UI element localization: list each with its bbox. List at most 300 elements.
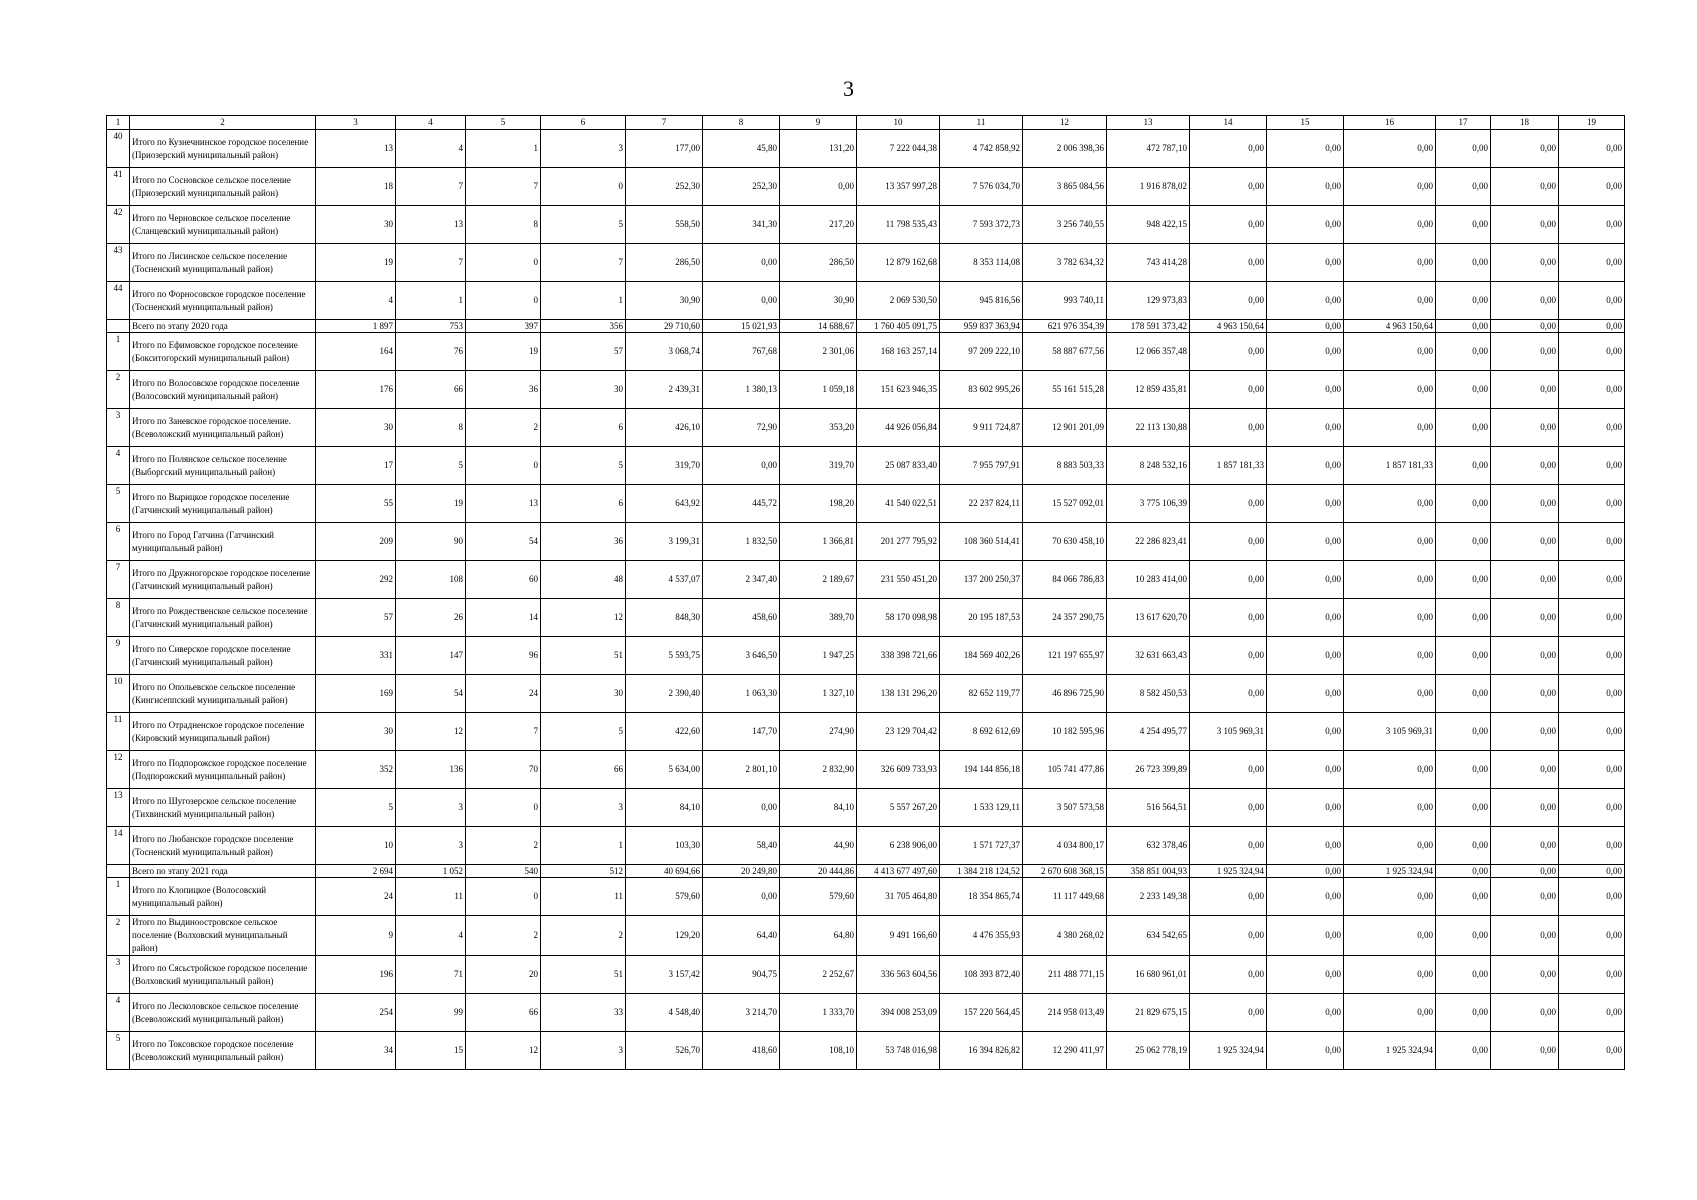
col-header: 17: [1436, 116, 1491, 130]
cell-col-10: 4 413 677 497,60: [857, 865, 940, 878]
row-index: 3: [107, 409, 130, 447]
cell-col-3: 18: [316, 168, 396, 206]
cell-col-18: 0,00: [1491, 168, 1559, 206]
cell-col-7: 3 068,74: [626, 333, 703, 371]
cell-col-5: 2: [466, 409, 541, 447]
cell-col-7: 2 390,40: [626, 675, 703, 713]
cell-col-4: 71: [396, 956, 466, 994]
cell-col-12: 214 958 013,49: [1023, 994, 1107, 1032]
col-header: 12: [1023, 116, 1107, 130]
cell-col-19: 0,00: [1559, 878, 1625, 916]
cell-col-8: 1 063,30: [703, 675, 780, 713]
cell-col-13: 13 617 620,70: [1107, 599, 1190, 637]
cell-col-19: 0,00: [1559, 523, 1625, 561]
cell-col-13: 358 851 004,93: [1107, 865, 1190, 878]
cell-col-7: 4 537,07: [626, 561, 703, 599]
cell-col-5: 54: [466, 523, 541, 561]
cell-col-9: 353,20: [780, 409, 857, 447]
cell-col-8: 458,60: [703, 599, 780, 637]
cell-col-15: 0,00: [1267, 637, 1344, 675]
cell-col-5: 7: [466, 713, 541, 751]
cell-col-9: 1 366,81: [780, 523, 857, 561]
cell-col-12: 2 006 398,36: [1023, 130, 1107, 168]
cell-col-11: 7 955 797,91: [940, 447, 1023, 485]
table-row: [107, 827, 1625, 865]
cell-col-7: 848,30: [626, 599, 703, 637]
cell-col-8: 2 347,40: [703, 561, 780, 599]
cell-col-3: 24: [316, 878, 396, 916]
cell-col-8: 0,00: [703, 447, 780, 485]
cell-col-9: 389,70: [780, 599, 857, 637]
col-header: 1: [107, 116, 130, 130]
cell-col-18: 0,00: [1491, 637, 1559, 675]
cell-col-19: 0,00: [1559, 485, 1625, 523]
table-row: [107, 916, 1625, 956]
row-index: 11: [107, 713, 130, 751]
col-header: 3: [316, 116, 396, 130]
table-row: [107, 956, 1625, 994]
cell-col-15: 0,00: [1267, 956, 1344, 994]
cell-col-9: 108,10: [780, 1032, 857, 1070]
row-index: 8: [107, 599, 130, 637]
cell-col-3: 17: [316, 447, 396, 485]
cell-col-5: 1: [466, 130, 541, 168]
row-name: Итого по Волосовское городское поселение (Волосовский муниципальный район): [130, 371, 316, 409]
cell-col-5: 13: [466, 485, 541, 523]
cell-col-9: 1 059,18: [780, 371, 857, 409]
cell-col-12: 3 782 634,32: [1023, 244, 1107, 282]
row-name: Итого по Заневское городское поселение. (Всеволожский муниципальный район): [130, 409, 316, 447]
cell-col-16: 0,00: [1344, 409, 1436, 447]
cell-col-8: 64,40: [703, 916, 780, 956]
cell-col-17: 0,00: [1436, 282, 1491, 320]
row-index: 1: [107, 878, 130, 916]
cell-col-17: 0,00: [1436, 956, 1491, 994]
cell-col-15: 0,00: [1267, 994, 1344, 1032]
cell-col-15: 0,00: [1267, 1032, 1344, 1070]
cell-col-10: 23 129 704,42: [857, 713, 940, 751]
cell-col-16: 0,00: [1344, 994, 1436, 1032]
cell-col-9: 30,90: [780, 282, 857, 320]
cell-col-14: 0,00: [1190, 523, 1267, 561]
cell-col-13: 1 916 878,02: [1107, 168, 1190, 206]
cell-col-9: 274,90: [780, 713, 857, 751]
cell-col-9: 198,20: [780, 485, 857, 523]
cell-col-6: 5: [541, 206, 626, 244]
cell-col-16: 0,00: [1344, 751, 1436, 789]
cell-col-8: 341,30: [703, 206, 780, 244]
cell-col-11: 157 220 564,45: [940, 994, 1023, 1032]
cell-col-6: 1: [541, 282, 626, 320]
row-name: Всего по этапу 2021 года: [130, 865, 316, 878]
cell-col-7: 129,20: [626, 916, 703, 956]
cell-col-18: 0,00: [1491, 333, 1559, 371]
cell-col-10: 201 277 795,92: [857, 523, 940, 561]
cell-col-14: 4 963 150,64: [1190, 320, 1267, 333]
cell-col-12: 105 741 477,86: [1023, 751, 1107, 789]
cell-col-16: 3 105 969,31: [1344, 713, 1436, 751]
cell-col-13: 22 113 130,88: [1107, 409, 1190, 447]
cell-col-14: 0,00: [1190, 789, 1267, 827]
row-index: [107, 865, 130, 878]
cell-col-13: 178 591 373,42: [1107, 320, 1190, 333]
cell-col-5: 397: [466, 320, 541, 333]
row-name: Итого по Лесколовское сельское поселение (Всеволожский муниципальный район): [130, 994, 316, 1032]
cell-col-15: 0,00: [1267, 168, 1344, 206]
cell-col-6: 33: [541, 994, 626, 1032]
cell-col-17: 0,00: [1436, 485, 1491, 523]
cell-col-4: 66: [396, 371, 466, 409]
cell-col-10: 12 879 162,68: [857, 244, 940, 282]
cell-col-11: 8 353 114,08: [940, 244, 1023, 282]
col-header: 4: [396, 116, 466, 130]
cell-col-10: 7 222 044,38: [857, 130, 940, 168]
cell-col-5: 2: [466, 827, 541, 865]
col-header: 9: [780, 116, 857, 130]
table-row: [107, 447, 1625, 485]
cell-col-15: 0,00: [1267, 916, 1344, 956]
row-name: Итого по Форносовское городское поселение (Тосненский муниципальный район): [130, 282, 316, 320]
row-name: Итого по Шугозерское сельское поселение (Тихвинский муниципальный район): [130, 789, 316, 827]
cell-col-13: 8 582 450,53: [1107, 675, 1190, 713]
cell-col-8: 252,30: [703, 168, 780, 206]
cell-col-7: 3 157,42: [626, 956, 703, 994]
cell-col-18: 0,00: [1491, 599, 1559, 637]
cell-col-16: 0,00: [1344, 789, 1436, 827]
table-row: [107, 244, 1625, 282]
cell-col-6: 30: [541, 675, 626, 713]
cell-col-15: 0,00: [1267, 371, 1344, 409]
cell-col-9: 131,20: [780, 130, 857, 168]
cell-col-5: 540: [466, 865, 541, 878]
row-name: Итого по Подпорожское городское поселение (Подпорожский муниципальный район): [130, 751, 316, 789]
cell-col-7: 84,10: [626, 789, 703, 827]
cell-col-10: 25 087 833,40: [857, 447, 940, 485]
table-row: [107, 485, 1625, 523]
cell-col-17: 0,00: [1436, 320, 1491, 333]
cell-col-5: 24: [466, 675, 541, 713]
cell-col-12: 84 066 786,83: [1023, 561, 1107, 599]
cell-col-12: 10 182 595,96: [1023, 713, 1107, 751]
col-header: 5: [466, 116, 541, 130]
cell-col-11: 9 911 724,87: [940, 409, 1023, 447]
cell-col-14: 0,00: [1190, 956, 1267, 994]
cell-col-7: 5 593,75: [626, 637, 703, 675]
cell-col-9: 20 444,86: [780, 865, 857, 878]
table-row: [107, 561, 1625, 599]
cell-col-19: 0,00: [1559, 956, 1625, 994]
row-index: 40: [107, 130, 130, 168]
cell-col-3: 5: [316, 789, 396, 827]
cell-col-12: 4 380 268,02: [1023, 916, 1107, 956]
row-name: Итого по Ефимовское городское поселение (Бокситогорский муниципальный район): [130, 333, 316, 371]
row-name: Итого по Полянское сельское поселение (Выборгский муниципальный район): [130, 447, 316, 485]
row-name: Всего по этапу 2020 года: [130, 320, 316, 333]
cell-col-19: 0,00: [1559, 637, 1625, 675]
table-row: [107, 409, 1625, 447]
cell-col-3: 13: [316, 130, 396, 168]
cell-col-15: 0,00: [1267, 485, 1344, 523]
cell-col-19: 0,00: [1559, 320, 1625, 333]
cell-col-7: 40 694,66: [626, 865, 703, 878]
cell-col-18: 0,00: [1491, 206, 1559, 244]
cell-col-3: 2 694: [316, 865, 396, 878]
cell-col-16: 0,00: [1344, 827, 1436, 865]
cell-col-6: 7: [541, 244, 626, 282]
cell-col-18: 0,00: [1491, 865, 1559, 878]
cell-col-9: 2 832,90: [780, 751, 857, 789]
cell-col-8: 2 801,10: [703, 751, 780, 789]
table-row: [107, 1032, 1625, 1070]
cell-col-12: 15 527 092,01: [1023, 485, 1107, 523]
cell-col-14: 0,00: [1190, 751, 1267, 789]
cell-col-10: 13 357 997,28: [857, 168, 940, 206]
cell-col-19: 0,00: [1559, 713, 1625, 751]
cell-col-5: 8: [466, 206, 541, 244]
cell-col-5: 36: [466, 371, 541, 409]
cell-col-12: 621 976 354,39: [1023, 320, 1107, 333]
cell-col-17: 0,00: [1436, 675, 1491, 713]
col-header: 11: [940, 116, 1023, 130]
table-row: [107, 878, 1625, 916]
table-row: [107, 751, 1625, 789]
cell-col-12: 12 290 411,97: [1023, 1032, 1107, 1070]
cell-col-3: 30: [316, 206, 396, 244]
cell-col-6: 0: [541, 168, 626, 206]
cell-col-19: 0,00: [1559, 827, 1625, 865]
cell-col-12: 12 901 201,09: [1023, 409, 1107, 447]
cell-col-12: 3 256 740,55: [1023, 206, 1107, 244]
cell-col-13: 2 233 149,38: [1107, 878, 1190, 916]
cell-col-18: 0,00: [1491, 320, 1559, 333]
cell-col-5: 70: [466, 751, 541, 789]
cell-col-12: 55 161 515,28: [1023, 371, 1107, 409]
cell-col-5: 96: [466, 637, 541, 675]
cell-col-19: 0,00: [1559, 675, 1625, 713]
cell-col-5: 0: [466, 789, 541, 827]
table-row: [107, 599, 1625, 637]
col-header: 18: [1491, 116, 1559, 130]
cell-col-13: 25 062 778,19: [1107, 1032, 1190, 1070]
cell-col-9: 1 333,70: [780, 994, 857, 1032]
cell-col-13: 26 723 399,89: [1107, 751, 1190, 789]
cell-col-5: 0: [466, 282, 541, 320]
row-name: Итого по Вырицкое городское поселение (Гатчинский муниципальный район): [130, 485, 316, 523]
total-row: [107, 865, 1625, 878]
cell-col-18: 0,00: [1491, 561, 1559, 599]
cell-col-4: 54: [396, 675, 466, 713]
cell-col-7: 286,50: [626, 244, 703, 282]
cell-col-16: 1 925 324,94: [1344, 1032, 1436, 1070]
row-index: 2: [107, 916, 130, 956]
row-name: Итого по Город Гатчина (Гатчинский муниципальный район): [130, 523, 316, 561]
cell-col-3: 19: [316, 244, 396, 282]
cell-col-5: 0: [466, 878, 541, 916]
cell-col-15: 0,00: [1267, 447, 1344, 485]
col-header: 6: [541, 116, 626, 130]
cell-col-9: 64,80: [780, 916, 857, 956]
cell-col-3: 34: [316, 1032, 396, 1070]
cell-col-6: 48: [541, 561, 626, 599]
cell-col-8: 15 021,93: [703, 320, 780, 333]
cell-col-5: 66: [466, 994, 541, 1032]
cell-col-9: 2 252,67: [780, 956, 857, 994]
cell-col-12: 58 887 677,56: [1023, 333, 1107, 371]
cell-col-4: 7: [396, 244, 466, 282]
row-index: 43: [107, 244, 130, 282]
cell-col-18: 0,00: [1491, 1032, 1559, 1070]
cell-col-19: 0,00: [1559, 168, 1625, 206]
cell-col-15: 0,00: [1267, 130, 1344, 168]
cell-col-4: 1 052: [396, 865, 466, 878]
cell-col-12: 24 357 290,75: [1023, 599, 1107, 637]
col-header: 2: [130, 116, 316, 130]
row-name: Итого по Выдиноостровское сельское поселение (Волховский муниципальный район): [130, 916, 316, 956]
row-index: 5: [107, 1032, 130, 1070]
cell-col-11: 959 837 363,94: [940, 320, 1023, 333]
cell-col-3: 209: [316, 523, 396, 561]
table-row: [107, 675, 1625, 713]
cell-col-8: 3 214,70: [703, 994, 780, 1032]
cell-col-7: 2 439,31: [626, 371, 703, 409]
cell-col-6: 12: [541, 599, 626, 637]
col-header: 14: [1190, 116, 1267, 130]
cell-col-19: 0,00: [1559, 130, 1625, 168]
cell-col-15: 0,00: [1267, 751, 1344, 789]
cell-col-11: 108 360 514,41: [940, 523, 1023, 561]
cell-col-18: 0,00: [1491, 409, 1559, 447]
cell-col-6: 30: [541, 371, 626, 409]
table-row: [107, 130, 1625, 168]
cell-col-12: 3 865 084,56: [1023, 168, 1107, 206]
cell-col-3: 176: [316, 371, 396, 409]
cell-col-17: 0,00: [1436, 561, 1491, 599]
cell-col-6: 51: [541, 956, 626, 994]
cell-col-14: 0,00: [1190, 916, 1267, 956]
cell-col-11: 82 652 119,77: [940, 675, 1023, 713]
cell-col-19: 0,00: [1559, 561, 1625, 599]
cell-col-17: 0,00: [1436, 751, 1491, 789]
cell-col-18: 0,00: [1491, 994, 1559, 1032]
cell-col-13: 22 286 823,41: [1107, 523, 1190, 561]
cell-col-8: 45,80: [703, 130, 780, 168]
cell-col-6: 512: [541, 865, 626, 878]
cell-col-5: 19: [466, 333, 541, 371]
cell-col-15: 0,00: [1267, 713, 1344, 751]
cell-col-13: 948 422,15: [1107, 206, 1190, 244]
cell-col-4: 99: [396, 994, 466, 1032]
cell-col-17: 0,00: [1436, 865, 1491, 878]
cell-col-6: 6: [541, 409, 626, 447]
cell-col-14: 0,00: [1190, 561, 1267, 599]
cell-col-14: 1 925 324,94: [1190, 865, 1267, 878]
cell-col-3: 352: [316, 751, 396, 789]
cell-col-5: 7: [466, 168, 541, 206]
cell-col-5: 14: [466, 599, 541, 637]
row-index: 1: [107, 333, 130, 371]
row-index: 2: [107, 371, 130, 409]
cell-col-18: 0,00: [1491, 878, 1559, 916]
cell-col-6: 11: [541, 878, 626, 916]
cell-col-7: 103,30: [626, 827, 703, 865]
row-name: Итого по Сиверское городское поселение (Гатчинский муниципальный район): [130, 637, 316, 675]
cell-col-14: 0,00: [1190, 409, 1267, 447]
cell-col-14: 0,00: [1190, 206, 1267, 244]
table-row: [107, 523, 1625, 561]
cell-col-13: 743 414,28: [1107, 244, 1190, 282]
cell-col-15: 0,00: [1267, 206, 1344, 244]
cell-col-13: 3 775 106,39: [1107, 485, 1190, 523]
cell-col-13: 12 859 435,81: [1107, 371, 1190, 409]
cell-col-12: 2 670 608 368,15: [1023, 865, 1107, 878]
cell-col-4: 5: [396, 447, 466, 485]
cell-col-15: 0,00: [1267, 865, 1344, 878]
cell-col-6: 5: [541, 713, 626, 751]
cell-col-18: 0,00: [1491, 371, 1559, 409]
cell-col-8: 72,90: [703, 409, 780, 447]
cell-col-3: 196: [316, 956, 396, 994]
data-table: [106, 115, 1625, 1070]
row-name: Итого по Черновское сельское поселение (Сланцевский муниципальный район): [130, 206, 316, 244]
cell-col-4: 90: [396, 523, 466, 561]
col-header: 19: [1559, 116, 1625, 130]
cell-col-7: 29 710,60: [626, 320, 703, 333]
cell-col-9: 579,60: [780, 878, 857, 916]
row-index: 9: [107, 637, 130, 675]
cell-col-14: 0,00: [1190, 485, 1267, 523]
row-index: 13: [107, 789, 130, 827]
table-body: [107, 116, 1625, 1070]
cell-col-6: 51: [541, 637, 626, 675]
cell-col-8: 445,72: [703, 485, 780, 523]
cell-col-19: 0,00: [1559, 789, 1625, 827]
cell-col-3: 292: [316, 561, 396, 599]
row-index: 6: [107, 523, 130, 561]
cell-col-3: 30: [316, 713, 396, 751]
cell-col-19: 0,00: [1559, 751, 1625, 789]
cell-col-16: 0,00: [1344, 878, 1436, 916]
cell-col-10: 326 609 733,93: [857, 751, 940, 789]
row-name: Итого по Клопицкое (Волосовский муниципальный район): [130, 878, 316, 916]
cell-col-11: 7 593 372,73: [940, 206, 1023, 244]
cell-col-10: 151 623 946,35: [857, 371, 940, 409]
cell-col-11: 1 571 727,37: [940, 827, 1023, 865]
cell-col-15: 0,00: [1267, 878, 1344, 916]
cell-col-18: 0,00: [1491, 956, 1559, 994]
cell-col-12: 3 507 573,58: [1023, 789, 1107, 827]
cell-col-6: 66: [541, 751, 626, 789]
cell-col-13: 32 631 663,43: [1107, 637, 1190, 675]
cell-col-15: 0,00: [1267, 333, 1344, 371]
cell-col-17: 0,00: [1436, 713, 1491, 751]
cell-col-4: 136: [396, 751, 466, 789]
cell-col-4: 12: [396, 713, 466, 751]
cell-col-11: 18 354 865,74: [940, 878, 1023, 916]
cell-col-6: 3: [541, 1032, 626, 1070]
cell-col-16: 0,00: [1344, 282, 1436, 320]
cell-col-14: 0,00: [1190, 130, 1267, 168]
cell-col-11: 1 533 129,11: [940, 789, 1023, 827]
cell-col-3: 331: [316, 637, 396, 675]
cell-col-18: 0,00: [1491, 447, 1559, 485]
cell-col-10: 394 008 253,09: [857, 994, 940, 1032]
cell-col-11: 20 195 187,53: [940, 599, 1023, 637]
cell-col-11: 1 384 218 124,52: [940, 865, 1023, 878]
row-index: 7: [107, 561, 130, 599]
cell-col-16: 0,00: [1344, 523, 1436, 561]
cell-col-4: 8: [396, 409, 466, 447]
cell-col-11: 4 476 355,93: [940, 916, 1023, 956]
